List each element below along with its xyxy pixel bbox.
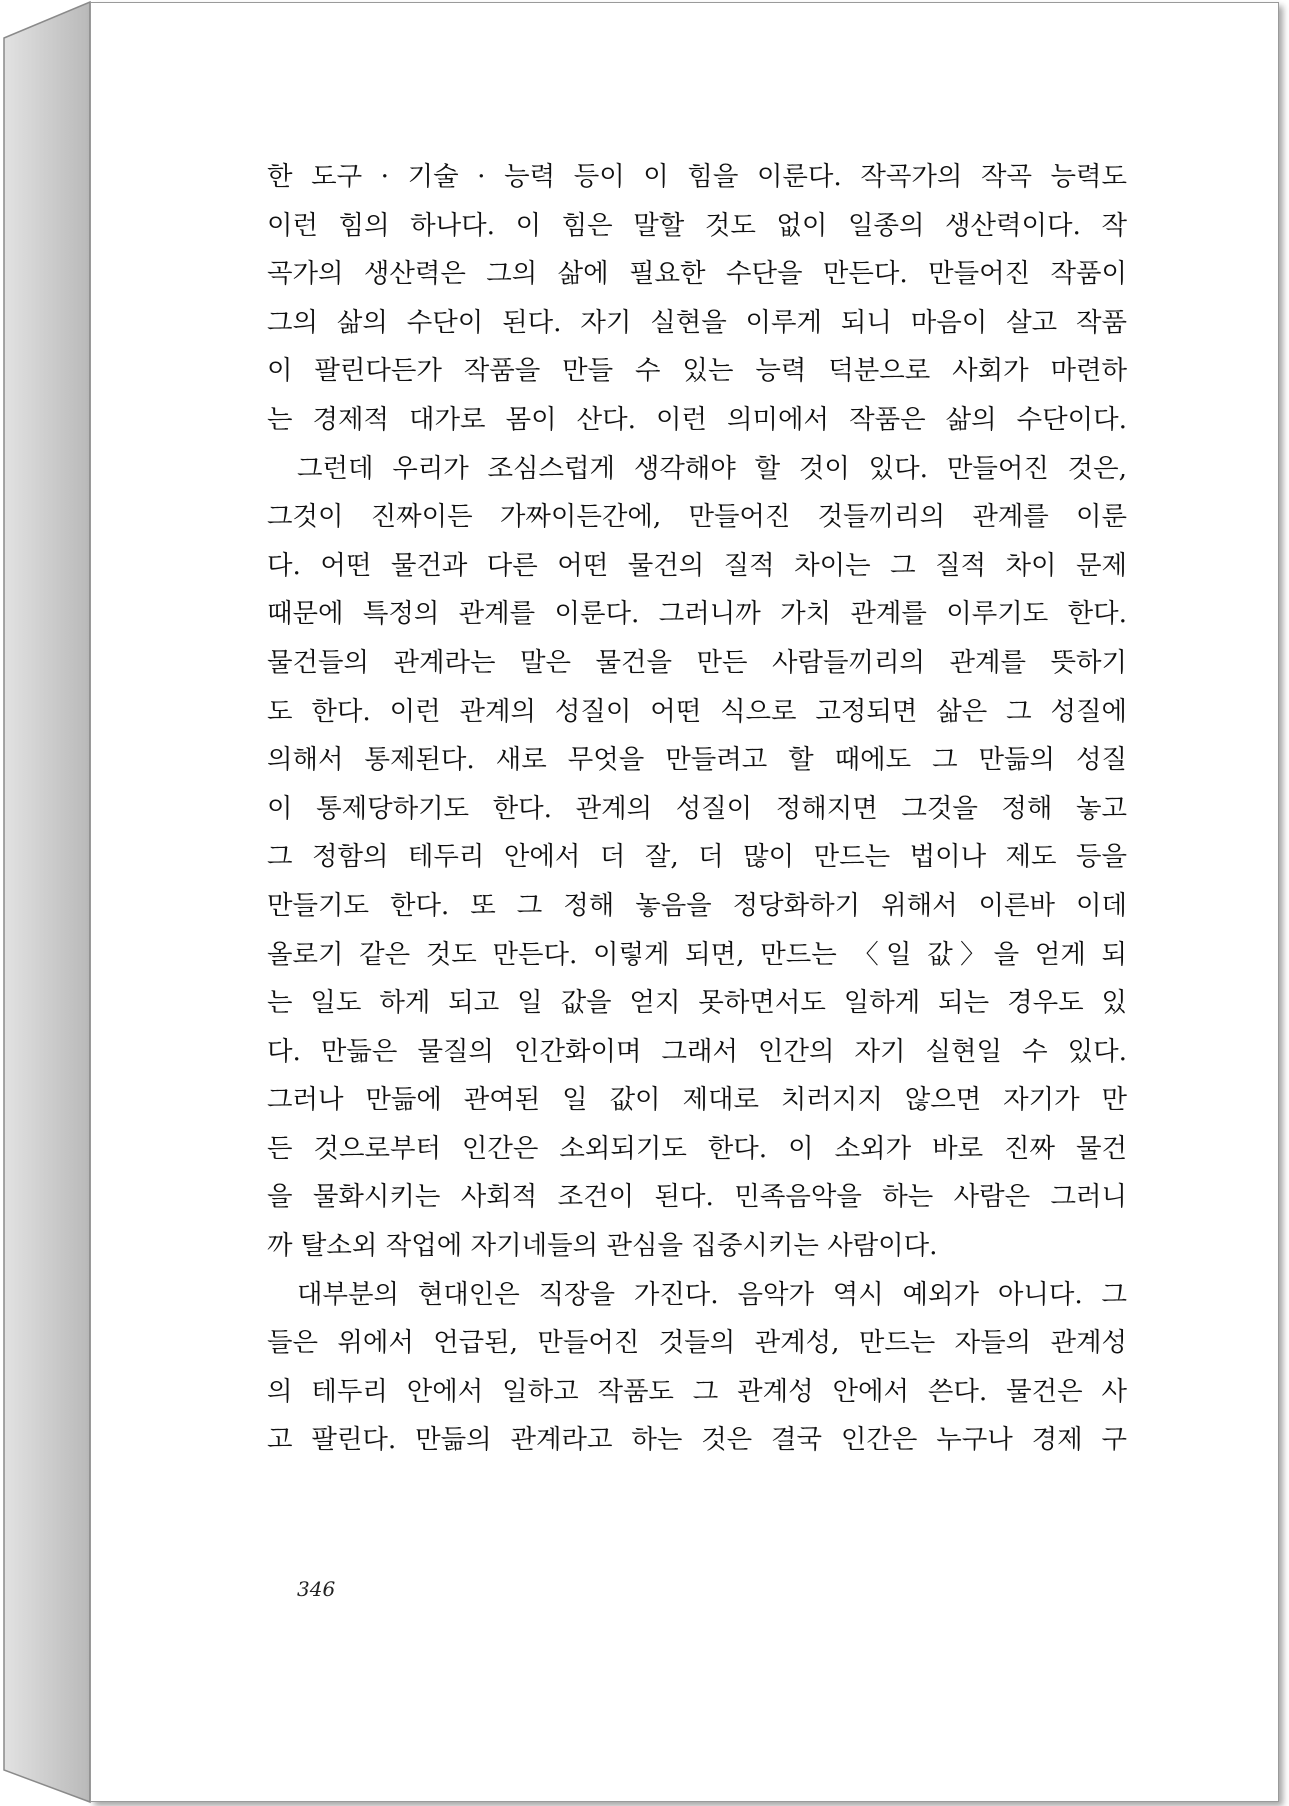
text-line: 들은 위에서 언급된, 만들어진 것들의 관계성, 만드는 자들의 관계성 [267, 1327, 1127, 1359]
text-line: 대부분의 현대인은 직장을 가진다. 음악가 역시 예외가 아니다. 그 [297, 1278, 1127, 1310]
text-line: 의 테두리 안에서 일하고 작품도 그 관계성 안에서 쓴다. 물건은 사 [267, 1375, 1127, 1407]
text-line: 그것이 진짜이든 가짜이든간에, 만들어진 것들끼리의 관계를 이룬 [267, 501, 1127, 533]
text-line: 까 탈소외 작업에 자기네들의 관심을 집중시키는 사람이다. [267, 1230, 938, 1262]
text-line: 이 통제당하기도 한다. 관계의 성질이 정해지면 그것을 정해 놓고 [267, 792, 1127, 824]
text-line: 한 도구 · 기술 · 능력 등이 이 힘을 이룬다. 작곡가의 작곡 능력도 [267, 161, 1127, 192]
text-line: 이런 힘의 하나다. 이 힘은 말할 것도 없이 일종의 생산력이다. 작 [267, 209, 1127, 241]
text-line: 다. 만듦은 물질의 인간화이며 그래서 인간의 자기 실현일 수 있다. [267, 1035, 1127, 1067]
text-line: 만들기도 한다. 또 그 정해 놓음을 정당화하기 위해서 이른바 이데 [267, 889, 1127, 921]
text-line: 그의 삶의 수단이 된다. 자기 실현을 이루게 되니 마음이 살고 작품 [267, 306, 1127, 338]
text-line: 이 팔린다든가 작품을 만들 수 있는 능력 덕분으로 사회가 마련하 [267, 355, 1127, 387]
body-text [267, 153, 1127, 1465]
text-line: 는 일도 하게 되고 일 값을 얻지 못하면서도 일하게 되는 경우도 있 [267, 987, 1127, 1019]
text-line: 그러나 만듦에 관여된 일 값이 제대로 치러지지 않으면 자기가 만 [267, 1084, 1127, 1116]
text-line: 도 한다. 이런 관계의 성질이 어떤 식으로 고정되면 삶은 그 성질에 [267, 695, 1127, 727]
text-line: 고 팔린다. 만듦의 관계라고 하는 것은 결국 인간은 누구나 경제 구 [267, 1424, 1127, 1456]
page-sheet [90, 2, 1279, 1802]
text-line: 그 정함의 테두리 안에서 더 잘, 더 많이 만드는 법이나 제도 등을 [267, 841, 1127, 873]
text-line: 든 것으로부터 인간은 소외되기도 한다. 이 소외가 바로 진짜 물건 [267, 1132, 1127, 1164]
text-line: 그런데 우리가 조심스럽게 생각해야 할 것이 있다. 만들어진 것은, [297, 452, 1127, 484]
text-line: 다. 어떤 물건과 다른 어떤 물건의 질적 차이는 그 질적 차이 문제 [267, 549, 1127, 581]
text-line: 올로기 같은 것도 만든다. 이렇게 되면, 만드는 〈일 값〉을 얻게 되 [267, 938, 1127, 970]
text-line: 물건들의 관계라는 말은 물건을 만든 사람들끼리의 관계를 뜻하기 [267, 646, 1127, 678]
text-line: 곡가의 생산력은 그의 삶에 필요한 수단을 만든다. 만들어진 작품이 [267, 258, 1127, 290]
text-line: 는 경제적 대가로 몸이 산다. 이런 의미에서 작품은 삶의 수단이다. [267, 403, 1127, 435]
page-number: 346 [297, 1577, 336, 1601]
text-line: 의해서 통제된다. 새로 무엇을 만들려고 할 때에도 그 만듦의 성질 [267, 744, 1127, 776]
text-line: 을 물화시키는 사회적 조건이 된다. 민족음악을 하는 사람은 그러니 [267, 1181, 1127, 1213]
text-line: 때문에 특정의 관계를 이룬다. 그러니까 가치 관계를 이루기도 한다. [267, 598, 1127, 630]
